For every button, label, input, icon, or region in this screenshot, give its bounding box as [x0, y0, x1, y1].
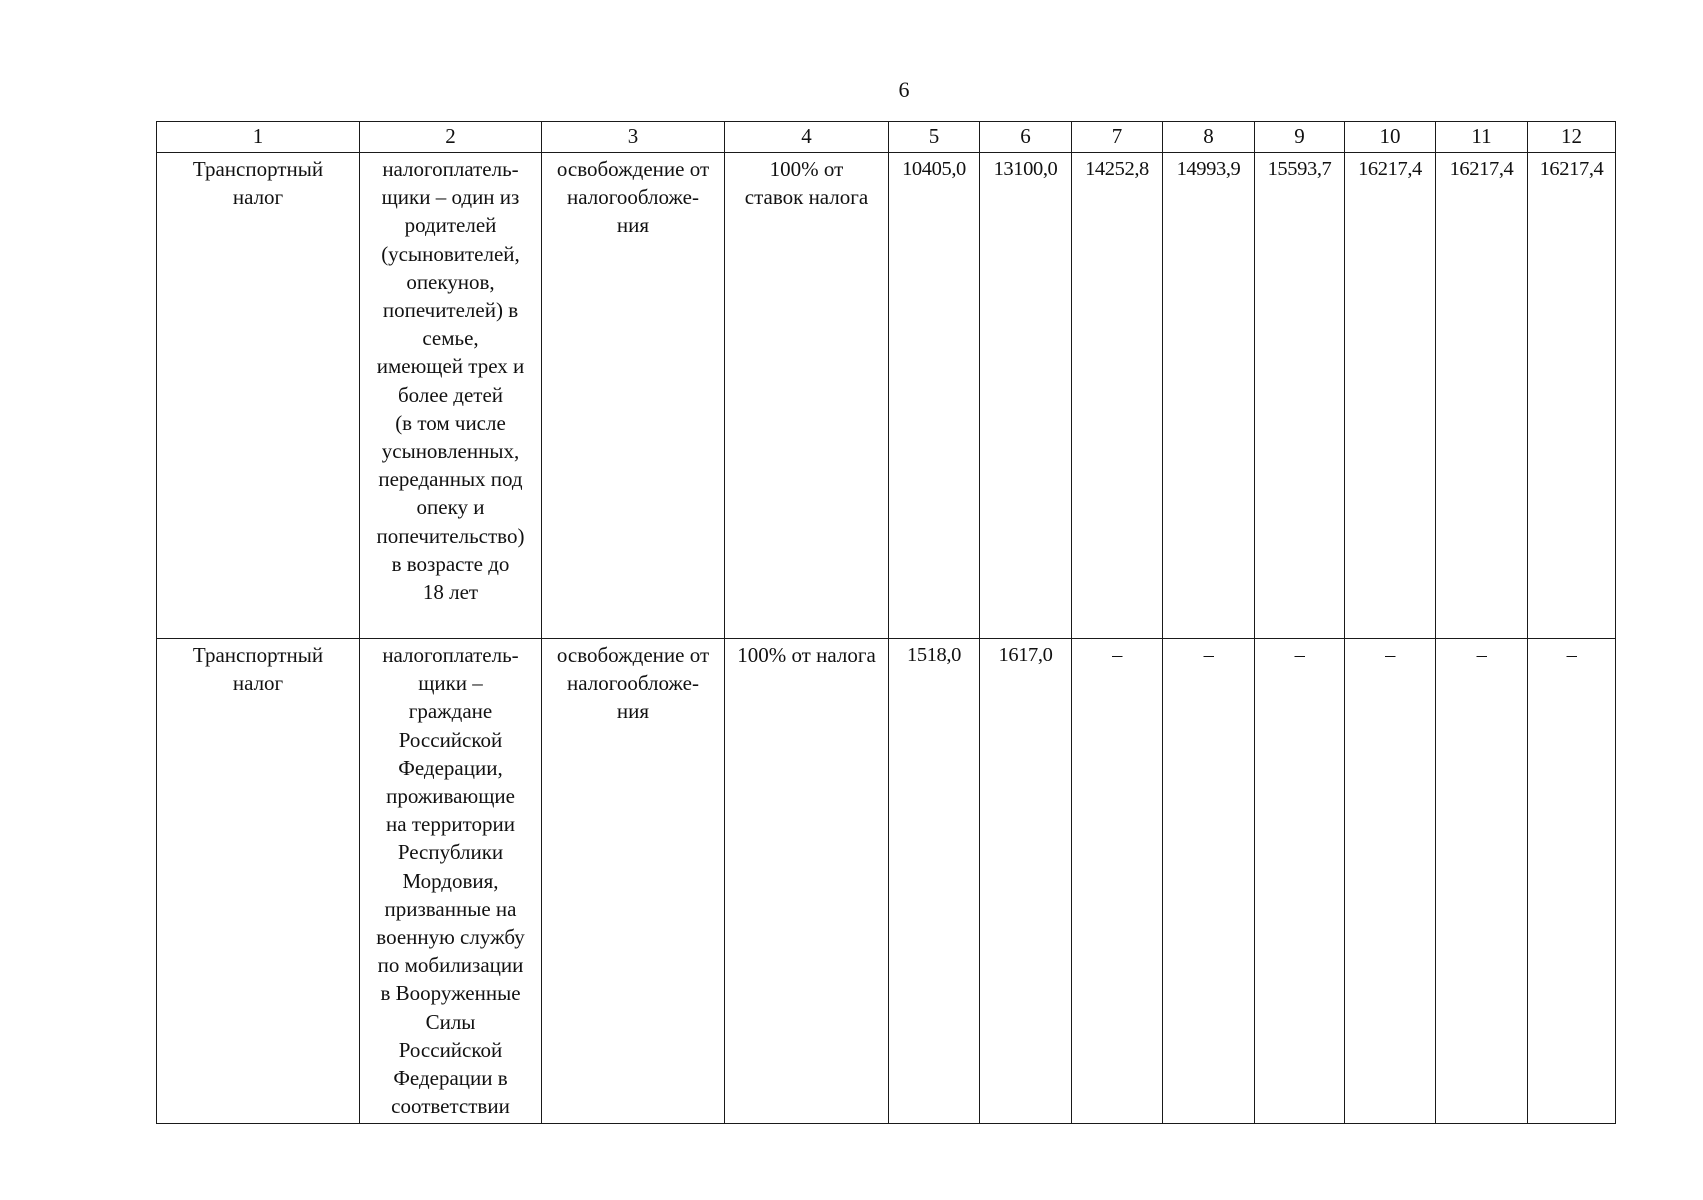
- column-header: 6: [980, 122, 1072, 153]
- benefit-type-cell: освобождение от налогообложе- ния: [556, 157, 710, 238]
- page-number: 6: [898, 77, 910, 102]
- value-cell: –: [1072, 639, 1163, 1124]
- value-cell: 1617,0: [980, 639, 1072, 1124]
- column-header: 1: [157, 122, 360, 153]
- value-cell: 1518,0: [889, 639, 980, 1124]
- value-cell: 16217,4: [1528, 153, 1616, 639]
- column-header: 5: [889, 122, 980, 153]
- value-cell: 13100,0: [980, 153, 1072, 639]
- column-header: 9: [1255, 122, 1345, 153]
- value-cell: 14993,9: [1163, 153, 1255, 639]
- column-header: 2: [360, 122, 542, 153]
- table-row: [157, 639, 1616, 1124]
- value-cell: –: [1255, 639, 1345, 1124]
- benefit-rate-cell: 100% от налога: [737, 643, 876, 667]
- value-cell: –: [1345, 639, 1436, 1124]
- column-header: 3: [542, 122, 725, 153]
- value-cell: 16217,4: [1345, 153, 1436, 639]
- taxpayer-category-cell: налогоплатель- щики – граждане Российской Федерации, проживающие на территории Республики Мордовия, призванные на военную службу по мобилизации в Вооруженные Силы Российской Федерации в соответствии: [376, 643, 525, 1119]
- column-header: 7: [1072, 122, 1163, 153]
- benefit-rate-cell: 100% от ставок налога: [744, 157, 869, 210]
- value-cell: –: [1436, 639, 1528, 1124]
- tax-benefits-table: [156, 121, 1616, 1124]
- tax-name-cell: Транспортный налог: [192, 643, 324, 696]
- value-cell: 10405,0: [889, 153, 980, 639]
- value-cell: 16217,4: [1436, 153, 1528, 639]
- column-header: 11: [1436, 122, 1528, 153]
- value-cell: –: [1163, 639, 1255, 1124]
- value-cell: –: [1528, 639, 1616, 1124]
- taxpayer-category-cell: налогоплатель- щики – один из родителей (усыновителей, опекунов, попечителей) в семье, имеющей трех и более детей (в том числе усыновленных, переданных под опеку и попечительство) в возрасте до 18 лет: [376, 157, 525, 605]
- value-cell: 14252,8: [1072, 153, 1163, 639]
- table-row: [157, 153, 1616, 639]
- column-header: 8: [1163, 122, 1255, 153]
- benefit-type-cell: освобождение от налогообложе- ния: [556, 643, 710, 724]
- header-row: [157, 122, 1616, 153]
- column-header: 12: [1528, 122, 1616, 153]
- column-header: 4: [725, 122, 889, 153]
- column-header: 10: [1345, 122, 1436, 153]
- value-cell: 15593,7: [1255, 153, 1345, 639]
- tax-name-cell: Транспортный налог: [192, 157, 324, 210]
